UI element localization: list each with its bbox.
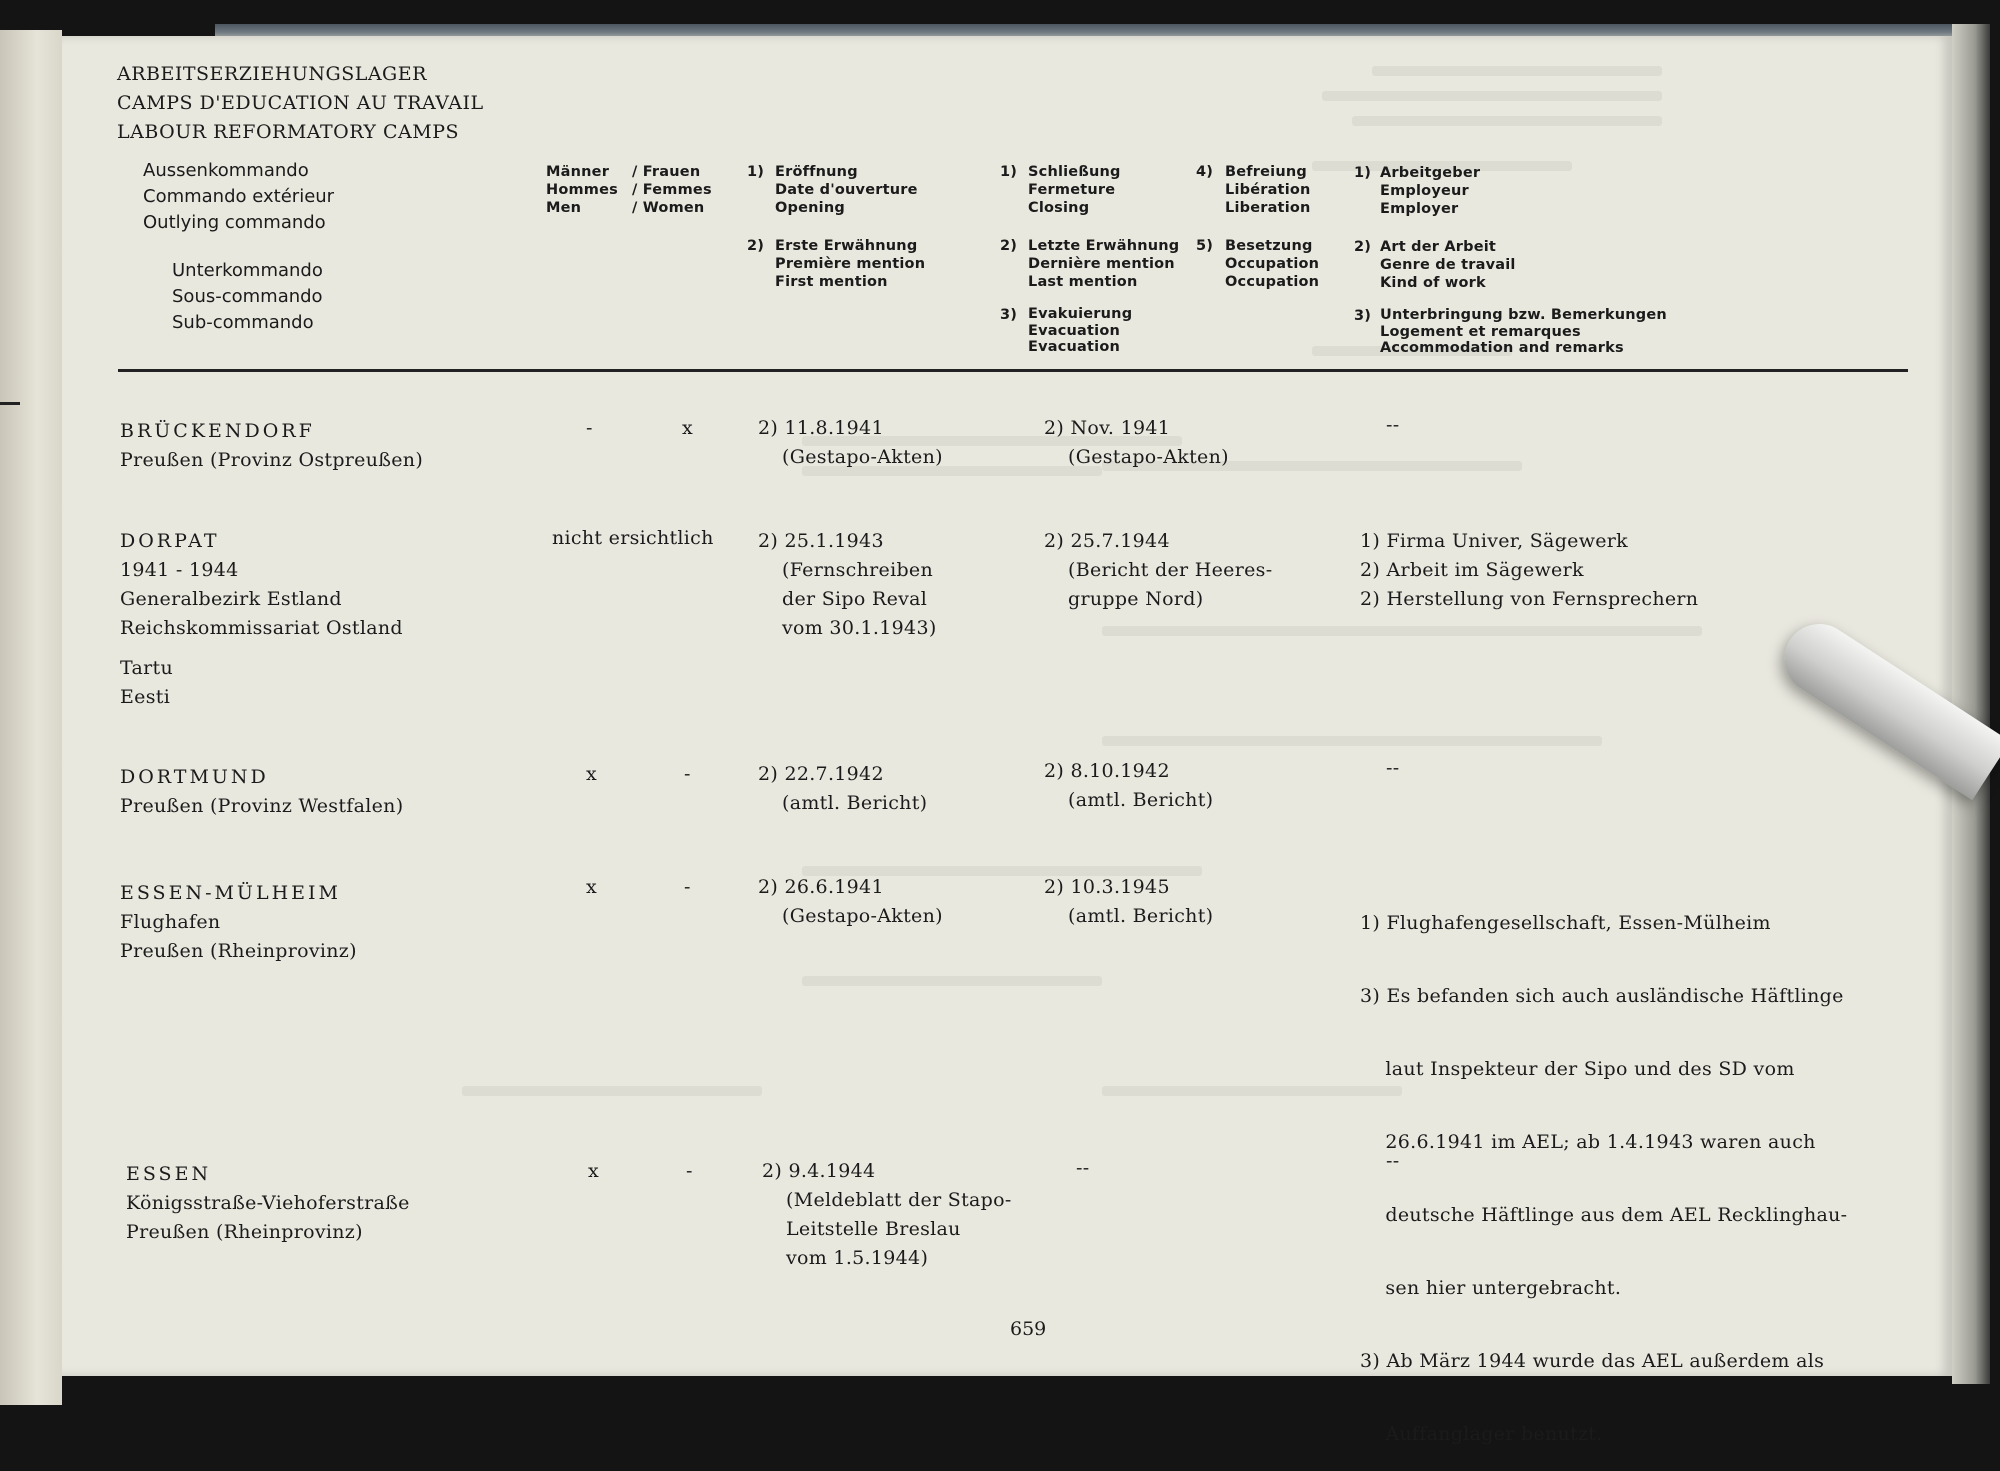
entry-location: Preußen (Provinz Ostpreußen) bbox=[120, 449, 424, 471]
men-de: Männer bbox=[546, 164, 610, 180]
sub-fr: Sous-commando bbox=[172, 286, 323, 307]
men-mark: x bbox=[588, 1160, 600, 1182]
remarks-cell bbox=[1360, 527, 1698, 614]
col3-b-header bbox=[1225, 237, 1319, 291]
gender-men-header bbox=[546, 163, 618, 217]
col1-a-num: 1) bbox=[747, 164, 765, 180]
occupation-de: Besetzung bbox=[1225, 238, 1313, 254]
opening-fr: Date d'ouverture bbox=[775, 182, 918, 198]
entry-location: Eesti bbox=[120, 686, 171, 708]
cell-line: (Fernschreiben bbox=[782, 559, 933, 581]
cell-line: 3) Ab März 1944 wurde das AEL außerdem als bbox=[1360, 1350, 1825, 1372]
opening-en: Opening bbox=[775, 200, 845, 216]
cell-line: 2) Herstellung von Fernsprechern bbox=[1360, 588, 1699, 610]
page-right-edge bbox=[1952, 24, 1990, 1384]
cell-line: vom 1.5.1944) bbox=[786, 1247, 929, 1269]
entry-name-block bbox=[120, 417, 423, 475]
cell-line: gruppe Nord) bbox=[1068, 588, 1204, 610]
col4-a-header bbox=[1380, 164, 1480, 218]
remarks-cell: -- bbox=[1386, 414, 1400, 436]
closing-fr: Fermeture bbox=[1028, 182, 1116, 198]
gender-women-header bbox=[632, 163, 712, 217]
evacuation-fr: Evacuation bbox=[1028, 322, 1121, 339]
sub-en: Sub-commando bbox=[172, 312, 314, 333]
closing-cell bbox=[1044, 527, 1272, 614]
entry-location-extra bbox=[120, 654, 173, 712]
closing-de: Schließung bbox=[1028, 164, 1121, 180]
opening-de: Eröffnung bbox=[775, 164, 858, 180]
cell-line: 2) Nov. 1941 bbox=[1044, 417, 1171, 439]
col4-b-header bbox=[1380, 238, 1516, 292]
col3-a-num: 4) bbox=[1196, 164, 1214, 180]
col3-b-num: 5) bbox=[1196, 238, 1214, 254]
col2-b-num: 2) bbox=[1000, 238, 1018, 254]
remarks-de: Unterbringung bzw. Bemerkungen bbox=[1380, 307, 1667, 323]
cell-line: 2) Arbeit im Sägewerk bbox=[1360, 559, 1584, 581]
gender-note: nicht ersichtlich bbox=[552, 527, 714, 549]
header-titles bbox=[117, 60, 484, 147]
evacuation-de: Evakuierung bbox=[1028, 306, 1133, 322]
entry-location: Reichskommissariat Ostland bbox=[120, 617, 403, 639]
closing-cell bbox=[1044, 414, 1229, 472]
evacuation-en: Evacuation bbox=[1028, 339, 1121, 355]
outlying-de: Aussenkommando bbox=[143, 160, 309, 181]
col4-b-num: 2) bbox=[1354, 239, 1372, 255]
kind-of-work-fr: Genre de travail bbox=[1380, 257, 1516, 273]
col4-a-num: 1) bbox=[1354, 165, 1372, 181]
cell-line: der Sipo Reval bbox=[782, 588, 928, 610]
cell-line: (Gestapo-Akten) bbox=[1068, 446, 1229, 468]
col1-a-header bbox=[775, 163, 918, 217]
last-mention-fr: Dernière mention bbox=[1028, 256, 1175, 272]
employer-en: Employer bbox=[1380, 201, 1459, 217]
outlying-en: Outlying commando bbox=[143, 212, 326, 233]
entry-name: BRÜCKENDORF bbox=[120, 420, 315, 442]
entry-location: Königsstraße-Viehoferstraße bbox=[126, 1192, 410, 1214]
first-mention-en: First mention bbox=[775, 274, 888, 290]
women-en: / Women bbox=[632, 200, 705, 216]
entry-name: DORTMUND bbox=[120, 766, 269, 788]
opening-cell bbox=[762, 1157, 1012, 1273]
remarks-cell: -- bbox=[1386, 1150, 1400, 1172]
entry-location: Tartu bbox=[120, 657, 173, 679]
cell-line: deutsche Häftlinge aus dem AEL Recklinghau- bbox=[1360, 1204, 1848, 1226]
entry-location: Preußen (Provinz Westfalen) bbox=[120, 795, 404, 817]
cell-line: 2) 25.7.1944 bbox=[1044, 530, 1170, 552]
col4-c-num: 3) bbox=[1354, 308, 1372, 324]
col3-a-header bbox=[1225, 163, 1311, 217]
cell-line: (Gestapo-Akten) bbox=[782, 446, 943, 468]
opening-cell bbox=[758, 873, 943, 931]
last-mention-en: Last mention bbox=[1028, 274, 1138, 290]
women-fr: / Femmes bbox=[632, 182, 712, 198]
entry-name-block bbox=[120, 527, 403, 643]
first-mention-de: Erste Erwähnung bbox=[775, 238, 918, 254]
entry-location: Flughafen bbox=[120, 911, 221, 933]
col2-c-num: 3) bbox=[1000, 307, 1018, 323]
kind-of-work-de: Art der Arbeit bbox=[1380, 239, 1497, 255]
occupation-en: Occupation bbox=[1225, 274, 1320, 290]
cell-line: 26.6.1941 im AEL; ab 1.4.1943 waren auch bbox=[1360, 1131, 1816, 1153]
col2-a-header bbox=[1028, 163, 1121, 217]
liberation-de: Befreiung bbox=[1225, 164, 1307, 180]
men-mark: x bbox=[586, 876, 598, 898]
cell-line: 2) 8.10.1942 bbox=[1044, 760, 1170, 782]
title-line-de: ARBEITSERZIEHUNGSLAGER bbox=[117, 63, 427, 85]
closing-cell bbox=[1044, 873, 1213, 931]
col2-c-header bbox=[1028, 306, 1132, 356]
cell-line: laut Inspekteur der Sipo und des SD vom bbox=[1360, 1058, 1795, 1080]
remarks-cell: -- bbox=[1386, 757, 1400, 779]
col4-c-header bbox=[1380, 307, 1667, 357]
cell-line: 2) 10.3.1945 bbox=[1044, 876, 1170, 898]
cell-line: (Meldeblatt der Stapo- bbox=[786, 1189, 1012, 1211]
cell-line: 2) 22.7.1942 bbox=[758, 763, 884, 785]
closing-en: Closing bbox=[1028, 200, 1090, 216]
cell-line: (Bericht der Heeres- bbox=[1068, 559, 1273, 581]
cell-line: sen hier untergebracht. bbox=[1360, 1277, 1622, 1299]
remarks-cell bbox=[1360, 865, 1847, 1471]
cell-line: Auffanglager benutzt. bbox=[1360, 1423, 1603, 1445]
entry-location: Preußen (Rheinprovinz) bbox=[120, 940, 357, 962]
cell-line: 2) 25.1.1943 bbox=[758, 530, 884, 552]
entry-name: ESSEN-MÜLHEIM bbox=[120, 882, 341, 904]
women-mark: - bbox=[684, 876, 691, 898]
men-en: Men bbox=[546, 200, 582, 216]
men-mark: - bbox=[586, 417, 593, 439]
col2-b-header bbox=[1028, 237, 1179, 291]
cell-line: 2) 11.8.1941 bbox=[758, 417, 884, 439]
col1-b-num: 2) bbox=[747, 238, 765, 254]
entry-name: ESSEN bbox=[126, 1163, 212, 1185]
cell-line: 2) 9.4.1944 bbox=[762, 1160, 876, 1182]
cell-line: 1) Firma Univer, Sägewerk bbox=[1360, 530, 1628, 552]
cell-line: (Gestapo-Akten) bbox=[782, 905, 943, 927]
men-fr: Hommes bbox=[546, 182, 618, 198]
sub-de: Unterkommando bbox=[172, 260, 323, 281]
header-divider bbox=[118, 369, 1908, 372]
outlying-fr: Commando extérieur bbox=[143, 186, 335, 207]
cell-line: vom 30.1.1943) bbox=[782, 617, 937, 639]
cell-line: (amtl. Bericht) bbox=[782, 792, 928, 814]
title-line-en: LABOUR REFORMATORY CAMPS bbox=[117, 121, 460, 143]
cell-line: (amtl. Bericht) bbox=[1068, 905, 1214, 927]
employer-fr: Employeur bbox=[1380, 183, 1469, 199]
cell-line: 2) 26.6.1941 bbox=[758, 876, 884, 898]
men-mark: x bbox=[586, 763, 598, 785]
kind-of-work-en: Kind of work bbox=[1380, 275, 1486, 291]
title-line-fr: CAMPS D'EDUCATION AU TRAVAIL bbox=[117, 92, 484, 114]
closing-cell: -- bbox=[1076, 1157, 1090, 1179]
last-mention-de: Letzte Erwähnung bbox=[1028, 238, 1180, 254]
remarks-en: Accommodation and remarks bbox=[1380, 340, 1624, 356]
sub-commando-label bbox=[172, 258, 323, 336]
entry-name: DORPAT bbox=[120, 530, 220, 552]
col2-a-num: 1) bbox=[1000, 164, 1018, 180]
entry-name-block bbox=[120, 763, 403, 821]
occupation-fr: Occupation bbox=[1225, 256, 1320, 272]
closing-cell bbox=[1044, 757, 1213, 815]
adjacent-page-edge bbox=[0, 30, 62, 1405]
women-mark: x bbox=[682, 417, 694, 439]
women-de: / Frauen bbox=[632, 164, 701, 180]
liberation-en: Liberation bbox=[1225, 200, 1311, 216]
women-mark: - bbox=[686, 1160, 693, 1182]
cell-line: Leitstelle Breslau bbox=[786, 1218, 961, 1240]
outlying-commando-label bbox=[143, 158, 334, 236]
col1-b-header bbox=[775, 237, 925, 291]
entry-location: 1941 - 1944 bbox=[120, 559, 239, 581]
employer-de: Arbeitgeber bbox=[1380, 165, 1481, 181]
cell-line: 1) Flughafengesellschaft, Essen-Mülheim bbox=[1360, 912, 1771, 934]
entry-name-block bbox=[126, 1160, 410, 1247]
cell-line: (amtl. Bericht) bbox=[1068, 789, 1214, 811]
page-number: 659 bbox=[1010, 1318, 1047, 1340]
first-mention-fr: Première mention bbox=[775, 256, 926, 272]
opening-cell bbox=[758, 414, 943, 472]
opening-cell bbox=[758, 760, 927, 818]
women-mark: - bbox=[684, 763, 691, 785]
rule-fragment bbox=[0, 402, 20, 405]
liberation-fr: Libération bbox=[1225, 182, 1311, 198]
cell-line: 3) Es befanden sich auch ausländische Häftlinge bbox=[1360, 985, 1844, 1007]
opening-cell bbox=[758, 527, 937, 643]
entry-location: Preußen (Rheinprovinz) bbox=[126, 1221, 363, 1243]
entry-name-block bbox=[120, 879, 357, 966]
remarks-fr: Logement et remarques bbox=[1380, 323, 1581, 340]
entry-location: Generalbezirk Estland bbox=[120, 588, 342, 610]
